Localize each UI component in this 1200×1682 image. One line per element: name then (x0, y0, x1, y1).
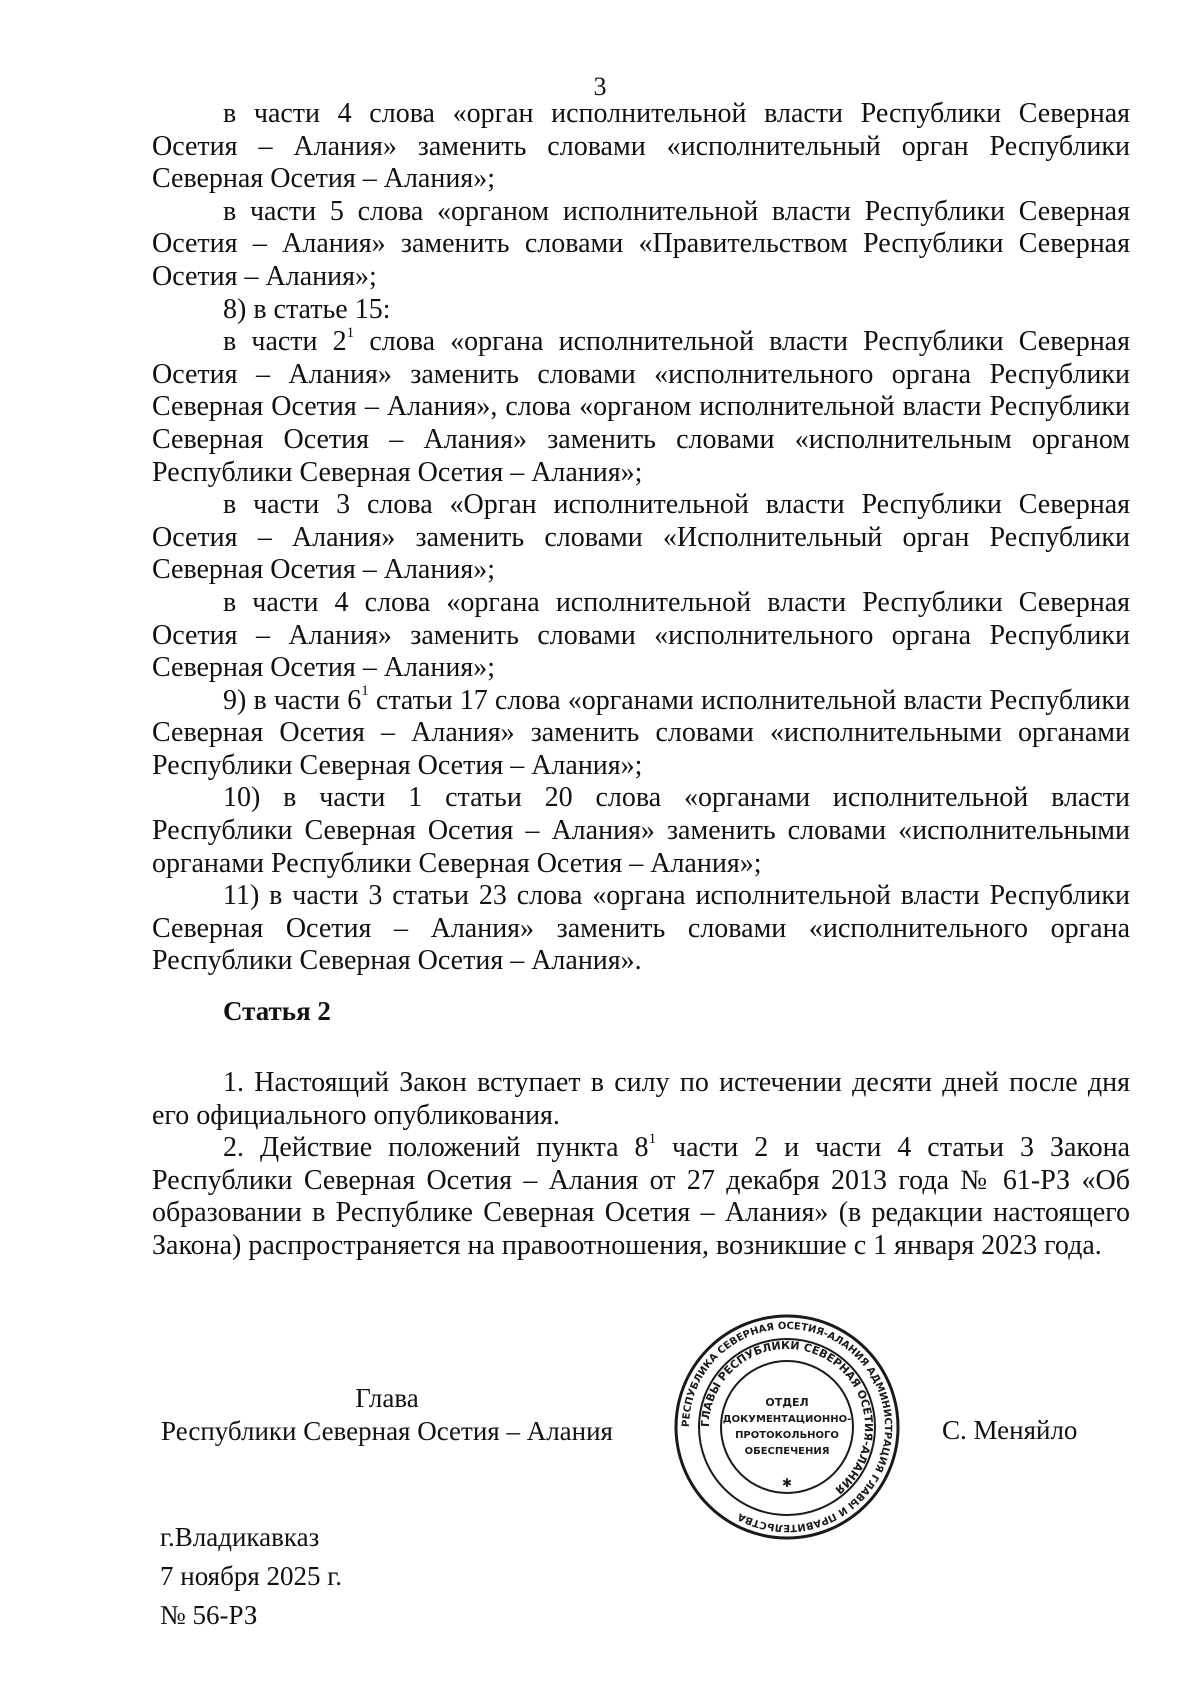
paragraph: 11) в части 3 статьи 23 слова «органа исполнительной власти Республики Северная Осетия – Алания» заменить словами «исполнительного органа Республики Северная Осетия – Алания». (152, 880, 1130, 977)
paragraph: в части 3 слова «Орган исполнительной власти Республики Северная Осетия – Алания» заменить словами «Исполнительный орган Республики Северная Осетия – Алания»; (152, 489, 1130, 586)
page-number: 3 (593, 72, 607, 101)
paragraph: 8) в статье 15: (223, 293, 391, 325)
seal-center-line2: ДОКУМЕНТАЦИОННО- (722, 1414, 852, 1425)
signatory-title-line1: Глава (355, 1383, 419, 1413)
footer-date: 7 ноября 2025 г. (160, 1561, 343, 1591)
official-seal (672, 1312, 902, 1542)
article-2-title: Статья 2 (223, 996, 331, 1026)
seal-inner-text: ГЛАВЫ РЕСПУБЛИКИ СЕВЕРНАЯ ОСЕТИЯ-АЛАНИЯ (698, 1338, 876, 1497)
seal-star-icon: ✱ (781, 1476, 793, 1490)
signatory-title-line2: Республики Северная Осетия – Алания (161, 1416, 613, 1446)
seal-outer-text: РЕСПУБЛИКА СЕВЕРНАЯ ОСЕТИЯ-АЛАНИЯ АДМИНИСТРАЦИЯ ГЛАВЫ И ПРАВИТЕЛЬСТВА (680, 1320, 894, 1534)
seal-center-line3: ПРОТОКОЛЬНОГО (735, 1430, 839, 1441)
seal-inner-ring (721, 1361, 853, 1493)
article-2-text (152, 1067, 1130, 1263)
footer-number: № 56-РЗ (160, 1600, 258, 1630)
document-footer (160, 1518, 342, 1635)
paragraph: в части 4 слова «органа исполнительной власти Республики Северная Осетия – Алания» заменить словами «исполнительного органа Республики Северная Осетия – Алания»; (152, 586, 1130, 684)
paragraph: 2. Действие положений пункта $8^1$ части 2 и части 4 статьи 3 Закона Республики Северная Осетия – Алания от 27 декабря 2013 года № 61-РЗ «Об образовании в Республике Северная Осетия – Алания» (в редакции настоящего Закона) распространяется на правоотношения, возникшие с 1 января 2023 года. (152, 1130, 1130, 1261)
paragraph: 10) в части 1 статьи 20 слова «органами исполнительной власти Республики Северная Осетия – Алания» заменить словами «исполнительными органами Республики Северная Осетия – Алания»; (152, 782, 1130, 879)
signatory-name: С. Меняйло (942, 1415, 1078, 1445)
signatory-title (152, 1382, 622, 1448)
footer-city: г.Владикавказ (160, 1522, 320, 1552)
paragraph: 1. Настоящий Закон вступает в силу по истечении десяти дней после дня его официального опубликования. (152, 1067, 1130, 1131)
seal-center-line4: ОБЕСПЕЧЕНИЯ (744, 1446, 830, 1457)
paragraph: в части 4 слова «орган исполнительной власти Республики Северная Осетия – Алания» заменить словами «исполнительный орган Республики Северная Осетия – Алания»; (152, 98, 1130, 195)
svg-text:РЕСПУБЛИКА СЕВЕРНАЯ ОСЕТИЯ-АЛА (681, 1321, 893, 1533)
paragraph: в части $2^1$ слова «органа исполнительной власти Республики Северная Осетия – Алания» заменить словами «исполнительного органа Республики Северная Осетия – Алания», слова «органом исполнительной власти Республики Северная Осетия – Алания» заменить словами «исполнительным органом Республики Северная Осетия – Алания»; (152, 324, 1130, 488)
paragraph: в части 5 слова «органом исполнительной власти Республики Северная Осетия – Алания» заменить словами «Правительством Республики Северная Осетия – Алания»; (152, 195, 1130, 292)
amendments-text (152, 98, 1130, 978)
seal-center-line1: ОТДЕЛ (765, 1396, 809, 1409)
paragraph: 9) в части $6^1$ статьи 17 слова «органами исполнительной власти Республики Северная Осетия – Алания» заменить словами «исполнительными органами Республики Северная Осетия – Алания»; (152, 683, 1131, 781)
